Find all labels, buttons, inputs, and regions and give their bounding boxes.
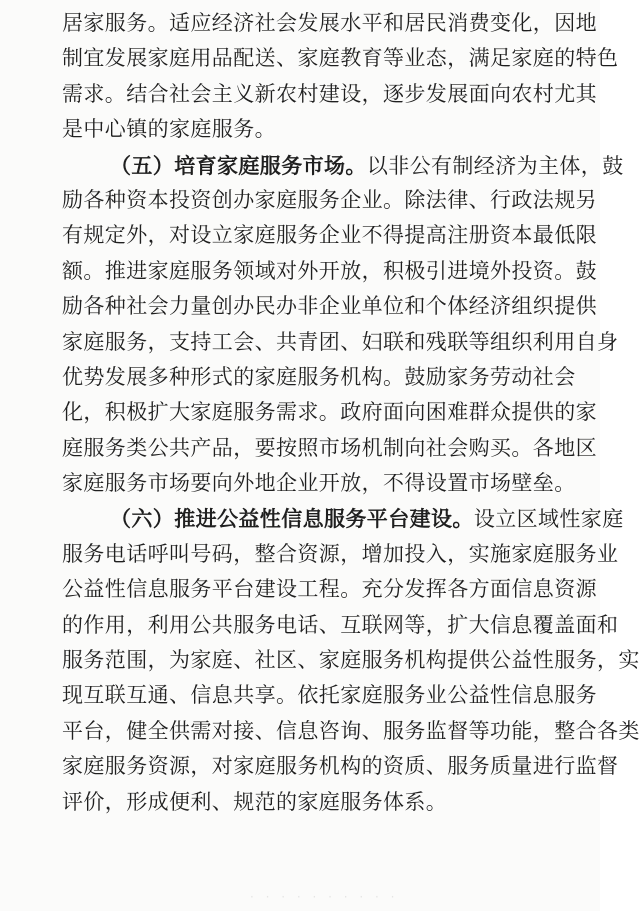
paragraph-first-line — [62, 501, 624, 536]
paragraph-line: 服务范围，为家庭、社区、家庭服务机构提供公益性服务，实 — [62, 648, 640, 673]
paragraph-line: 家庭服务市场要向外地企业开放，不得设置市场壁垒。 — [62, 471, 576, 496]
paragraph-line: 需求。结合社会主义新农村建设，逐步发展面向农村尤其 — [62, 81, 597, 106]
paragraph-line-text: 设立区域性家庭 — [473, 507, 624, 532]
paragraph-line: 励各种资本投资创办家庭服务企业。除法律、行政法规另 — [62, 187, 597, 212]
paragraph-line: 是中心镇的家庭服务。 — [62, 117, 276, 142]
paragraph-line: 平台，健全供需对接、信息咨询、服务监督等功能，整合各类 — [62, 718, 640, 743]
document-body — [62, 6, 640, 820]
paragraph-line: 有规定外，对设立家庭服务企业不得提高注册资本最低限 — [62, 223, 597, 248]
paragraph-market — [62, 148, 624, 502]
paragraph-line: 优势发展多种形式的家庭服务机构。鼓励家务劳动社会 — [62, 364, 576, 389]
paragraph-line: 公益性信息服务平台建设工程。充分发挥各方面信息资源 — [62, 577, 597, 602]
paragraph-line: 庭服务类公共产品，要按照市场机制向社会购买。各地区 — [62, 435, 597, 460]
paragraph-line: 居家服务。适应经济社会发展水平和居民消费变化，因地 — [62, 11, 597, 35]
paragraph-line-text: 以非公有制经济为主体，鼓 — [366, 153, 624, 178]
paragraph-line: 现互联互通、信息共享。依托家庭服务业公益性信息服务 — [62, 683, 597, 708]
section-heading-5: （五）培育家庭服务市场。 — [110, 152, 367, 178]
paragraph-line: 评价，形成便利、规范的家庭服务体系。 — [62, 789, 448, 814]
paragraph-first-line — [62, 148, 624, 183]
paragraph-line: 化，积极扩大家庭服务需求。政府面向困难群众提供的家 — [62, 400, 597, 425]
paragraph-household-services — [62, 6, 619, 148]
paragraph-info-platform — [62, 501, 640, 820]
paragraph-line: 家庭服务，支持工会、共青团、妇联和残联等组织利用自身 — [62, 329, 619, 354]
section-heading-6: （六）推进公益性信息服务平台建设。 — [110, 506, 474, 532]
paragraph-line: 家庭服务资源，对家庭服务机构的资质、服务质量进行监督 — [62, 754, 619, 779]
paragraph-line: 额。推进家庭服务领域对外开放，积极引进境外投资。鼓 — [62, 258, 597, 283]
paragraph-line: 励各种社会力量创办民办非企业单位和个体经济组织提供 — [62, 294, 597, 319]
paragraph-line: 服务电话呼叫号码，整合资源，增加投入，实施家庭服务业 — [62, 541, 619, 566]
paragraph-line: 制宜发展家庭用品配送、家庭教育等业态，满足家庭的特色 — [62, 46, 619, 71]
paragraph-line: 的作用，利用公共服务电话、互联网等，扩大信息覆盖面和 — [62, 612, 619, 637]
faded-bleedthrough-marks: · · · · · · · · · · — [250, 890, 399, 904]
